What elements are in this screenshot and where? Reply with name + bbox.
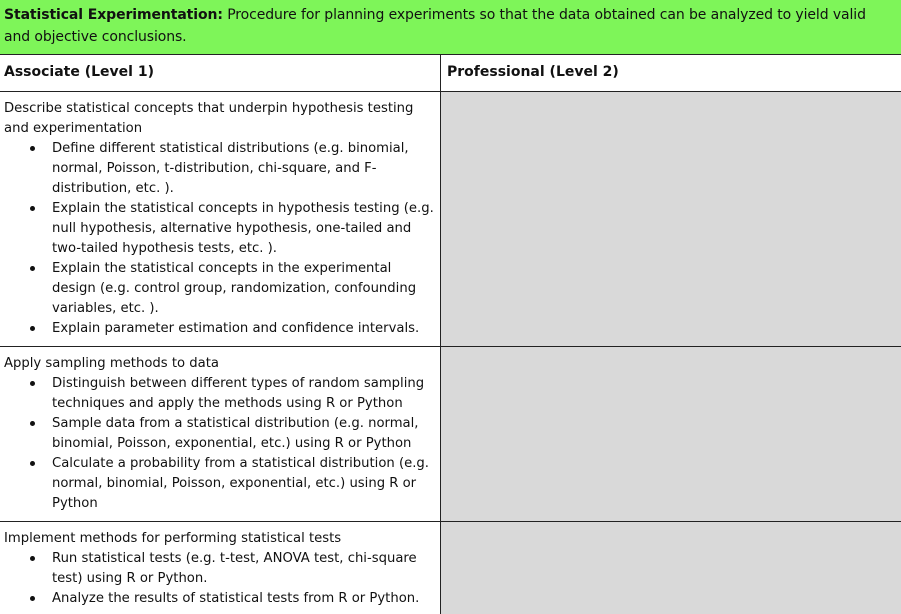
professional-cell-empty [441,522,901,614]
table-header-banner [0,0,901,54]
competency-lead: Implement methods for performing statistical tests [4,531,342,546]
bullet-icon [30,461,35,466]
bullet-icon [30,326,35,331]
bullet-icon [30,381,35,386]
list-item: Define different statistical distributions (e.g. binomial, normal, Poisson, t-distribution, chi-square, and F-distribution, etc. ). [4,139,436,199]
competency-lead: Describe statistical concepts that underpin hypothesis testing and experimentation [4,101,414,136]
associate-cell [4,354,436,514]
list-item: Calculate a probability from a statistical distribution (e.g. normal, binomial, Poisson, exponential, etc.) using R or Python [4,454,436,514]
header-definition: Procedure for planning experiments so that the data obtained can be analyzed to yield valid and objective conclusions. [4,7,866,45]
competency-list [4,374,436,514]
list-item: Run statistical tests (e.g. t-test, ANOVA test, chi-square test) using R or Python. [4,549,436,589]
bullet-icon [30,266,35,271]
list-item: Explain the statistical concepts in hypothesis testing (e.g. null hypothesis, alternative hypothesis, one-tailed and two-tailed hypothesis tests, etc. ). [4,199,436,259]
professional-cell-empty [441,92,901,346]
bullet-icon [30,206,35,211]
bullet-icon [30,421,35,426]
associate-cell [4,529,436,609]
column-header-associate: Associate (Level 1) [4,64,154,80]
associate-cell [4,99,436,339]
bullet-icon [30,146,35,151]
professional-cell-empty [441,347,901,521]
bullet-icon [30,556,35,561]
bullet-icon [30,596,35,601]
list-item: Explain parameter estimation and confidence intervals. [4,319,436,339]
competency-list [4,549,436,609]
list-item: Sample data from a statistical distribution (e.g. normal, binomial, Poisson, exponential, etc.) using R or Python [4,414,436,454]
list-item: Analyze the results of statistical tests from R or Python. [4,589,436,609]
list-item: Explain the statistical concepts in the experimental design (e.g. control group, randomization, confounding variables, etc. ). [4,259,436,319]
column-divider [440,54,441,614]
header-term: Statistical Experimentation: [4,7,223,23]
competency-lead: Apply sampling methods to data [4,356,219,371]
column-header-professional: Professional (Level 2) [447,64,619,80]
list-item: Distinguish between different types of random sampling techniques and apply the methods using R or Python [4,374,436,414]
competency-list [4,139,436,339]
